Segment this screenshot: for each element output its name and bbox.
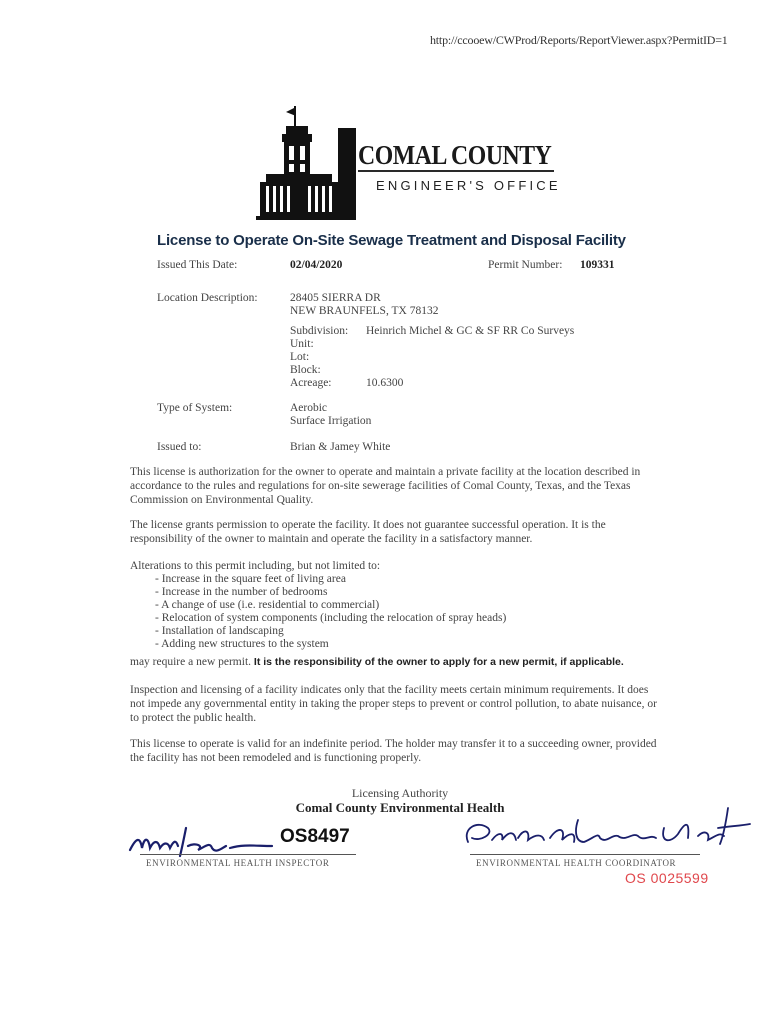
page-url: http://ccooew/CWProd/Reports/ReportViewer.aspx?PermitID=1 [430, 33, 728, 47]
document-stamp-number: OS 0025599 [625, 870, 709, 886]
inspector-signature-line [140, 854, 356, 855]
list-item: - A change of use (i.e. residential to commercial) [155, 599, 380, 611]
system-type-line1: Aerobic [290, 402, 328, 414]
inspector-code: OS8497 [280, 826, 350, 847]
coordinator-title: ENVIRONMENTAL HEALTH COORDINATOR [476, 858, 677, 868]
alterations-intro: Alterations to this permit including, but not limited to: [130, 560, 381, 572]
alterations-list [155, 573, 506, 651]
list-item: - Increase in the number of bedrooms [155, 586, 328, 598]
authorization-paragraph: This license is authorization for the owner to operate and maintain a private facility at the location described in accordance to the rules and regulations for on-site sewerage facilities of Comal County, Texas, and the Texas Commission on Environmental Quality. [130, 466, 641, 506]
list-item: - Increase in the square feet of living area [155, 573, 346, 585]
permit-number-label: Permit Number: [488, 259, 563, 271]
grant-paragraph: The license grants permission to operate the facility. It does not guarantee successful operation. It is the responsibility of the owner to maintain and operate the facility in a satisfactory manner. [130, 519, 606, 545]
lot-label: Lot: [290, 351, 310, 363]
issued-date-value: 02/04/2020 [290, 259, 343, 271]
subdivision-value: Heinrich Michel & GC & SF RR Co Surveys [366, 325, 575, 337]
system-type-line2: Surface Irrigation [290, 415, 372, 427]
address-line1: 28405 SIERRA DR [290, 292, 381, 304]
org-divider [358, 170, 554, 172]
coordinator-signature-line [470, 854, 700, 855]
acreage-value: 10.6300 [366, 377, 404, 389]
alterations-outro-text: may require a new permit. [130, 656, 252, 668]
address-line2: NEW BRAUNFELS, TX 78132 [290, 305, 439, 317]
unit-label: Unit: [290, 338, 314, 350]
document-title: License to Operate On-Site Sewage Treatment and Disposal Facility [157, 232, 626, 249]
subdivision-label: Subdivision: [290, 325, 349, 337]
inspector-title: ENVIRONMENTAL HEALTH INSPECTOR [146, 858, 330, 868]
list-item: - Adding new structures to the system [155, 638, 329, 650]
alterations-outro [130, 655, 690, 669]
system-type-label: Type of System: [157, 402, 233, 414]
authority-name: Comal County Environmental Health [295, 800, 505, 815]
authority-label: Licensing Authority [351, 786, 449, 800]
inspection-paragraph: Inspection and licensing of a facility indicates only that the facility meets certain minimum requirements. It does not impede any governmental entity in taking the proper steps to prevent or control pollution, to abate nuisance, or to protect the public health. [130, 684, 657, 724]
list-item: - Relocation of system components (including the relocation of spray heads) [155, 612, 507, 624]
coordinator-signature [458, 798, 758, 860]
validity-paragraph: This license to operate is valid for an indefinite period. The holder may transfer it to a succeeding owner, provided the facility has not been remodeled and is functioning properly. [130, 738, 657, 764]
permit-number-value: 109331 [580, 259, 615, 271]
org-subtitle: ENGINEER'S OFFICE [376, 178, 561, 193]
issued-to-value: Brian & Jamey White [290, 441, 391, 453]
issued-date-label: Issued This Date: [157, 259, 238, 271]
org-name: COMAL COUNTY [358, 140, 552, 170]
list-item: - Installation of landscaping [155, 625, 284, 637]
responsibility-notice: It is the responsibility of the owner to apply for a new permit, if applicable. [253, 656, 624, 668]
block-label: Block: [290, 364, 321, 376]
acreage-label: Acreage: [290, 377, 332, 389]
location-label: Location Description: [157, 292, 258, 304]
courthouse-logo [256, 104, 356, 220]
issued-to-label: Issued to: [157, 441, 202, 453]
